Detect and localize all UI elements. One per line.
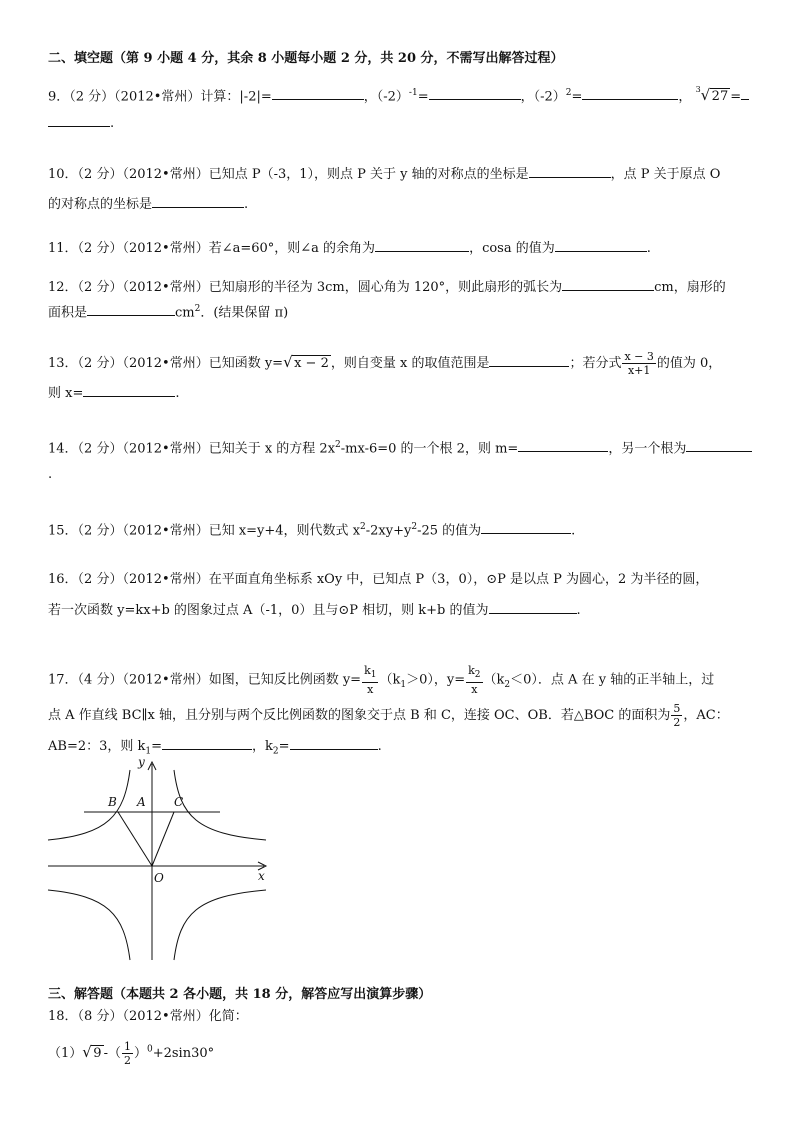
answer-blank[interactable]: [489, 354, 569, 367]
answer-blank[interactable]: [555, 239, 647, 252]
question-14-cont: .: [48, 467, 53, 482]
fraction-k2: $\frac{k_2}{x}$: [468, 664, 481, 697]
answer-blank[interactable]: [152, 195, 244, 208]
answer-blank[interactable]: [518, 439, 608, 452]
fraction-5-2: $\frac{5}{2}$: [673, 702, 681, 729]
question-10-cont: 的对称点的坐标是 .: [48, 197, 249, 212]
question-9-cont: .: [48, 114, 114, 133]
hyperbola-k2-upper: [48, 770, 130, 840]
fraction: $\frac{x - 3}{x+1}$: [624, 350, 654, 377]
answer-blank[interactable]: [48, 114, 110, 127]
answer-blank[interactable]: [741, 87, 749, 100]
label-y: y: [138, 756, 145, 769]
question-12-cont: 面积是 $cm^2$．(结果保留 π): [48, 304, 289, 321]
segment-ob: [118, 812, 152, 866]
answer-blank[interactable]: [562, 278, 654, 291]
square-root: √ x − 2: [283, 353, 329, 371]
answer-blank[interactable]: [582, 87, 678, 100]
section-3-heading: 三、解答题（本题共 2 各小题，共 18 分，解答应写出演算步骤）: [48, 987, 432, 1002]
label-o: O: [154, 871, 164, 885]
fraction-half: $\frac{1}{2}$: [123, 1040, 131, 1067]
question-18-part1: （1） √ 9 -（ $\frac{1}{2}$ ）$^0$+2sin30°: [48, 1040, 215, 1067]
question-13-cont: 则 x= .: [48, 386, 180, 401]
question-9: 9．（2 分）（2012•常州）计算：|-2|= ，$(-2)^{-1}=$ ，$(-2)^2=$ ， $^3$ √ 27 =: [48, 84, 749, 106]
label-b: B: [108, 795, 117, 809]
hyperbola-k2-lower: [48, 890, 130, 960]
label-x: x: [258, 869, 265, 883]
hyperbola-figure: [46, 756, 272, 962]
question-17: 17．（4 分）（2012•常州）如图，已知反比例函数 y= $\frac{k_1}{x}$ $(k_1>0)$，y= $\frac{k_2}{x}$ $(k_2<0)$．点 A 在 y 轴的正半轴上，过: [48, 664, 715, 697]
fraction-k1: $\frac{k_1}{x}$: [364, 664, 377, 697]
answer-blank[interactable]: [686, 439, 752, 452]
answer-blank[interactable]: [481, 521, 571, 534]
answer-blank[interactable]: [375, 239, 469, 252]
cube-root: √ 27: [700, 86, 729, 105]
question-10: 10．（2 分）（2012•常州）已知点 P（-3，1），则点 P 关于 y 轴的对称点的坐标是 ，点 P 关于原点 O: [48, 167, 721, 182]
question-12: 12．（2 分）（2012•常州）已知扇形的半径为 3cm，圆心角为 120°，则此扇形的弧长为 cm，扇形的: [48, 280, 726, 295]
answer-blank[interactable]: [87, 303, 175, 316]
question-17-cont: 点 A 作直线 BC∥x 轴，且分别与两个反比例函数的图象交于点 B 和 C，连接 OC、OB．若△BOC 的面积为 $\frac{5}{2}$ ，AC：: [48, 702, 729, 729]
label-a: A: [137, 795, 146, 809]
segment-oc: [152, 812, 174, 866]
question-11: 11．（2 分）（2012•常州）若∠a=60°，则∠a 的余角为 ，cosa 的值为 .: [48, 241, 651, 256]
answer-blank[interactable]: [162, 737, 252, 750]
section-2-heading: 二、填空题（第 9 小题 4 分，其余 8 小题每小题 2 分，共 20 分，不需写出解答过程）: [48, 51, 564, 66]
question-15: 15．（2 分）（2012•常州）已知 x=y+4，则代数式 $x^2-2xy+y^2-25$ 的值为 .: [48, 522, 576, 539]
question-17-cont2: AB=2：3，则 $k_1=$ ，$k_2=$ .: [48, 739, 382, 757]
answer-blank[interactable]: [429, 87, 521, 100]
question-16: 16．（2 分）（2012•常州）在平面直角坐标系 xOy 中，已知点 P（3，0），⊙P 是以点 P 为圆心，2 为半径的圆，: [48, 572, 709, 587]
question-16-cont: 若一次函数 y=kx+b 的图象过点 A（-1，0）且与⊙P 相切，则 k+b 的值为 .: [48, 603, 581, 618]
hyperbola-k1-upper: [174, 770, 266, 840]
square-root: √ 9: [82, 1043, 102, 1061]
hyperbola-k1-lower: [174, 890, 266, 960]
question-14: 14．（2 分）（2012•常州）已知关于 x 的方程 $2x^2-mx-6=0$ 的一个根 2，则 m= ，另一个根为: [48, 436, 752, 458]
answer-blank[interactable]: [529, 165, 611, 178]
answer-blank[interactable]: [489, 601, 577, 614]
label-c: C: [174, 795, 184, 809]
question-18: 18．（8 分）（2012•常州）化简：: [48, 1009, 248, 1024]
answer-blank[interactable]: [290, 737, 378, 750]
question-13: 13．（2 分）（2012•常州）已知函数 y= √ x − 2 ，则自变量 x 的取值范围是 ；若分式 $\frac{x - 3}{x+1}$ 的值为 0，: [48, 350, 722, 377]
answer-blank[interactable]: [83, 384, 175, 397]
answer-blank[interactable]: [272, 87, 364, 100]
